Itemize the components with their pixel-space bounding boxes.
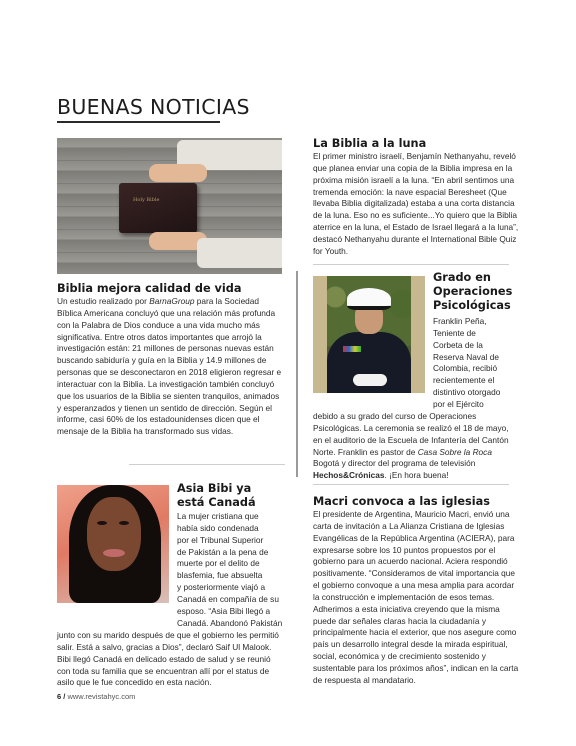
asia-title-line-1: Asia Bibi ya: [177, 482, 252, 495]
asia-side-line: Canadá en compañía de su: [177, 593, 279, 604]
grado-side-line: recientemente el: [433, 375, 495, 386]
divider-right-1: [313, 264, 509, 265]
grado-side-line: por el Ejército: [433, 398, 484, 409]
sleeve-bottom: [197, 238, 282, 268]
asia-side-line: de Pakistán a la pena de: [177, 546, 269, 557]
article-body-biblia: [57, 296, 285, 438]
article-body-asia: junto con su marido después de que el gobierno les permitió salir. Está a salvo, gracias a Dios”, declaró Saif Ul Malook. Bibi llegó Canadá en delicado estado de salud y se reunió con toda su familia que se encuentran allí por el status de asilo que le fue concedido en esta nación.: [57, 630, 279, 688]
asia-side-line: por el Tribunal Superior: [177, 534, 264, 545]
page-footer: [57, 692, 135, 701]
asia-side-line: Canadá. Abandonó Pakistán: [177, 617, 283, 628]
grado-side-line: distintivo otorgado: [433, 387, 501, 398]
biblia-text-2: para la Sociedad Bíblica Americana concluyó que una relación más profunda con la Palabra de Dios conduce a una vida mucho más significativa. Entre otros datos importantes que arrojó la investigación están: 21 millones de personas nuevas están buscando sabiduría y guía en la Biblia y 14.9 millones de personas que se desconectaron en 2018 eligieron regresar e interactuar con la Biblia. La investigación también concluyó que los usuarios de la Biblia se sienten tranquilos, animados y esperanzados y tienen un sentido de dirección. Según el informe, casi 60% de los estadounidenses dicen que el mensaje de la Biblia ha transformado sus vidas.: [57, 296, 282, 437]
divider-right-2: [313, 484, 509, 485]
officer-photo: [313, 276, 425, 393]
photo-cap: [347, 288, 391, 310]
article-title-asia: [177, 482, 256, 510]
photo-pillar: [411, 276, 425, 393]
divider-left: [129, 464, 285, 465]
asia-side-line: esposo. “Asia Bibi llegó a: [177, 605, 271, 616]
section-title: BUENAS NOTICIAS: [57, 95, 250, 119]
asia-side-line: había sido condenada: [177, 522, 259, 533]
asia-title-line-2: está Canadá: [177, 496, 256, 509]
asia-side-line: blasfemia, fue absuelta: [177, 570, 263, 581]
bible-photo: [57, 138, 282, 274]
article-body-luna: El primer ministro israelí, Benjamín Nethanyahu, reveló que planea enviar una copia de la Biblia impresa en la próxima misión israelí a la luna. “En abril sentimos una tremenda emoción: la nave espacial Beresheet (Que llevaba Biblia digitalizada) estaba a una corta distancia de la luna. Eso no es suficiente...Yo quiero que la Biblia aterrice en la luna, el Estado de Israel llegará a la luna”, destacó Nethanyahu durante el International Bible Quiz for Youth.: [313, 151, 519, 256]
article-title-luna: La Biblia a la luna: [313, 137, 427, 150]
article-body-grado: [313, 411, 515, 482]
grado-side-line: Corbeta de la: [433, 339, 483, 350]
bible-book: [119, 183, 197, 233]
article-title-macri: Macri convoca a las iglesias: [313, 495, 490, 508]
asia-side-line: y posteriormente viajó a: [177, 582, 266, 593]
grado-text-3: . ¡En hora buena!: [384, 470, 449, 481]
column-rule: [296, 271, 298, 477]
grado-side-line: Teniente de: [433, 327, 476, 338]
photo-pillar: [313, 276, 327, 393]
photo-gloves: [353, 374, 387, 386]
bible-cover-text: Holy Bible: [133, 197, 160, 203]
photo-face: [87, 497, 141, 571]
article-side-grado: [433, 316, 523, 411]
article-body-macri: El presidente de Argentina, Mauricio Macri, envió una carta de invitación a La Alianza Cristiana de Iglesias Evangélicas de la República Argentina (ACIERA), para expresarse sobre los 10 puntos propuestos por el gobierno para un acuerdo nacional. Aciera respondió positivamente. “Consideramos de vital importancia que el gobierno convoque a una mesa amplia para acordar la construcción e implementación de esos temas. Adherimos a esta iniciativa creyendo que la misma puede dar señales claras hacia la ciudadanía y principalmente hacia el exterior, que nos asegure como país un desarrollo integral desde la mirada espiritual, social, económica y de crecimiento sostenido y sustentable para los próximos años”, indican en la carta de respuesta al mandatario.: [313, 509, 519, 685]
grado-side-line: Colombia, recibió: [433, 363, 498, 374]
asia-side-line: muerte por el delito de: [177, 558, 260, 569]
grado-side-line: Reserva Naval de: [433, 351, 499, 362]
photo-eye: [97, 521, 107, 525]
grado-side-line: Franklin Peña,: [433, 316, 487, 326]
photo-medals: [343, 346, 361, 352]
article-title-grado: Grado en Operaciones Psicológicas: [433, 271, 513, 312]
article-side-asia: [177, 511, 287, 629]
biblia-text-barna: BarnaGroup: [149, 296, 195, 306]
photo-eye: [119, 521, 129, 525]
asia-side-line: La mujer cristiana que: [177, 511, 259, 521]
photo-lips: [103, 549, 125, 557]
page-number: 6 /: [57, 692, 66, 701]
article-title-biblia: Biblia mejora calidad de vida: [57, 282, 242, 295]
section-title-underline: [57, 121, 220, 123]
grado-text-2: Bogotá y director del programa de televisión: [313, 458, 476, 469]
hand-top: [149, 164, 207, 182]
biblia-text-1: Un estudio realizado por: [57, 296, 150, 306]
grado-text-1: debido a su grado del curso de Operaciones Psicológicas. La ceremonia se realizó el 18 de mayo, en el auditorio de la Escuela de Infantería del Cantón Norte. Franklin es pastor de: [313, 411, 509, 457]
asia-bibi-photo: [57, 485, 169, 603]
grado-text-church: Casa Sobre la Roca: [417, 446, 492, 457]
website-link[interactable]: www.revistahyc.com: [67, 692, 136, 701]
grado-text-program: Hechos&Crónicas: [313, 470, 385, 481]
